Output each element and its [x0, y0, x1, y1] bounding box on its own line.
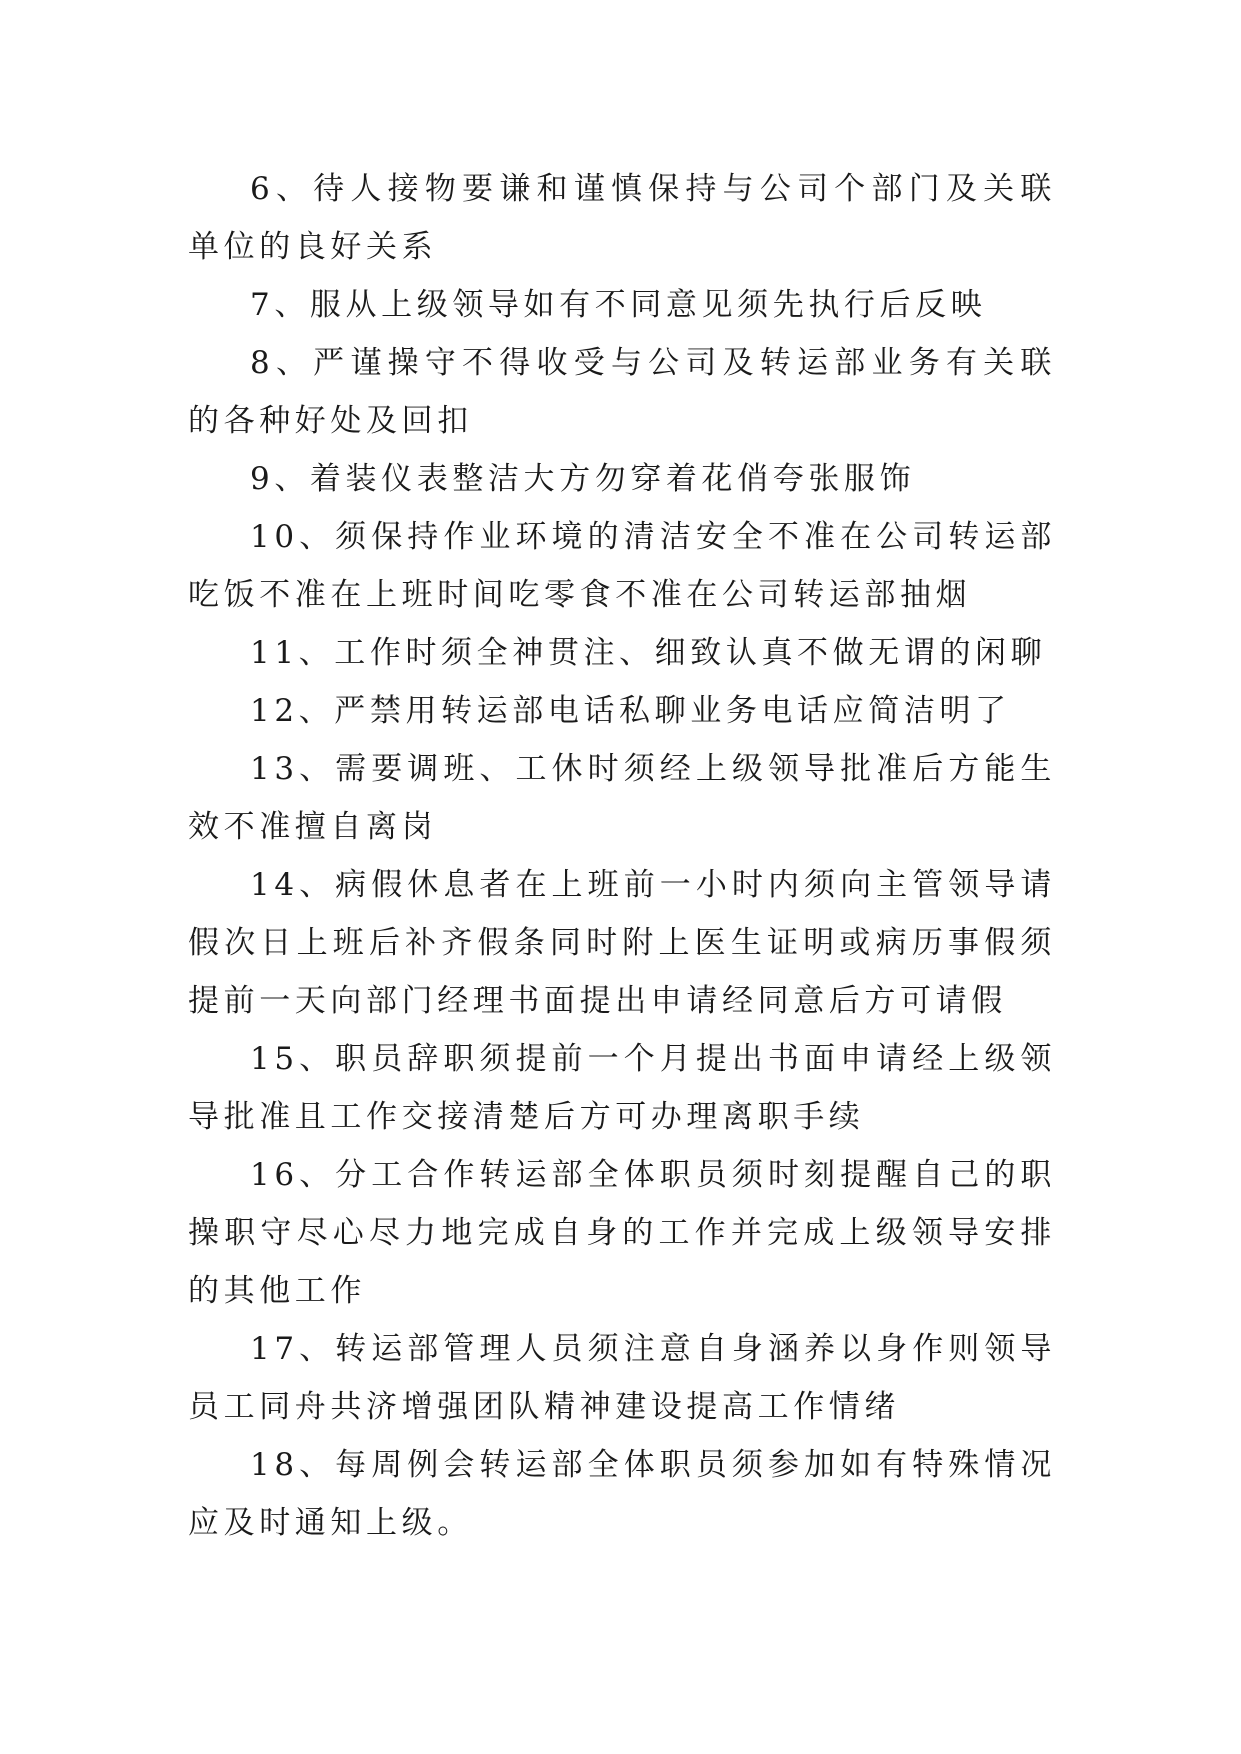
rule-item-10: 10、须保持作业环境的清洁安全不准在公司转运部吃饭不准在上班时间吃零食不准在公司转运部抽烟 [188, 519, 1056, 613]
rule-item-15: 15、职员辞职须提前一个月提出书面申请经上级领导批准且工作交接清楚后方可办理离职手续 [188, 1041, 1056, 1135]
rule-item-17: 17、转运部管理人员须注意自身涵养以身作则领导员工同舟共济增强团队精神建设提高工作情绪 [188, 1331, 1056, 1425]
rule-item-7: 7、服从上级领导如有不同意见须先执行后反映 [250, 287, 987, 323]
rule-item-16: 16、分工合作转运部全体职员须时刻提醒自己的职操职守尽心尽力地完成自身的工作并完成上级领导安排的其他工作 [188, 1157, 1056, 1309]
rule-item-13: 13、需要调班、工休时须经上级领导批准后方能生效不准擅自离岗 [188, 751, 1056, 845]
rule-item-12: 12、严禁用转运部电话私聊业务电话应简洁明了 [250, 693, 1011, 729]
rule-item-18: 18、每周例会转运部全体职员须参加如有特殊情况应及时通知上级。 [188, 1447, 1056, 1541]
rule-item-11: 11、工作时须全神贯注、细致认真不做无谓的闲聊 [250, 635, 1047, 671]
rule-item-9: 9、着装仪表整洁大方勿穿着花俏夸张服饰 [250, 461, 916, 497]
rule-item-14: 14、病假休息者在上班前一小时内须向主管领导请假次日上班后补齐假条同时附上医生证明或病历事假须提前一天向部门经理书面提出申请经同意后方可请假 [188, 867, 1056, 1019]
document-body [188, 160, 1056, 1552]
rule-item-8: 8、严谨操守不得收受与公司及转运部业务有关联的各种好处及回扣 [188, 345, 1056, 439]
rule-item-6: 6、待人接物要谦和谨慎保持与公司个部门及关联单位的良好关系 [188, 171, 1056, 265]
